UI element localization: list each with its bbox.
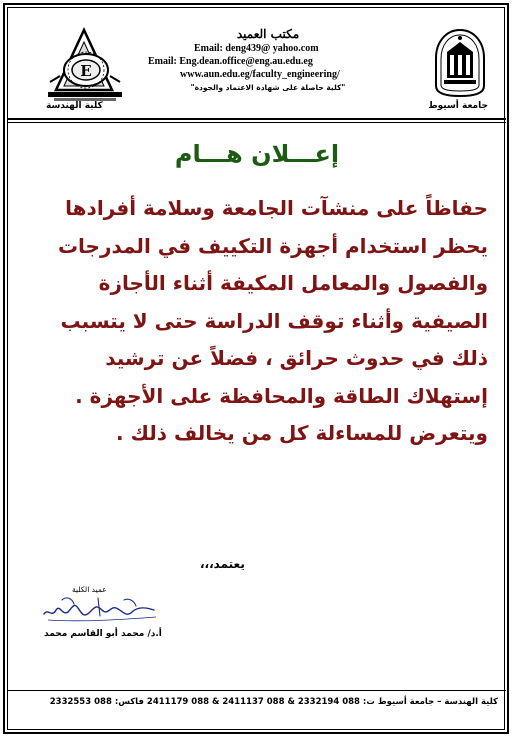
body-line: يحظر استخدام أجهزة التكييف في المدرجات bbox=[57, 233, 488, 258]
letterhead bbox=[8, 10, 506, 128]
announcement-body bbox=[20, 190, 488, 453]
announcement-headline: إعـــلان هـــام bbox=[174, 140, 340, 168]
body-line: ويتعرض للمساءلة كل من يخالف ذلك . bbox=[116, 421, 488, 445]
university-caption: جامعة أسيوط bbox=[428, 101, 488, 111]
website-url: www.aun.edu.eg/faculty_engineering/ bbox=[180, 69, 340, 80]
dean-office-title: مكتب العميد bbox=[236, 27, 300, 41]
header-divider-thick bbox=[8, 118, 506, 120]
header-divider-thin bbox=[8, 122, 506, 123]
footer-divider bbox=[8, 690, 506, 691]
email-line-2: Email: Eng.dean.office@eng.au.edu.eg bbox=[148, 56, 313, 67]
dean-label: عميد الكلية bbox=[72, 585, 107, 594]
handwritten-signature bbox=[38, 590, 160, 626]
faculty-caption: كلية الهندسة bbox=[46, 101, 103, 111]
footer-contact: كلية الهندسة – جامعة أسيوط ت: 088 2332194 & 088 2411137 & 088 2411179 فاكس: 088 2332553 bbox=[49, 697, 498, 707]
body-line: الصيفية وأثناء توقف الدراسة حتى لا يتسبب bbox=[60, 308, 488, 333]
closing-approval: يعتمد،،، bbox=[200, 557, 245, 571]
email-line-1: Email: deng439@ yahoo.com bbox=[194, 43, 319, 54]
body-line: إستهلاك الطاقة والمحافظة على الأجهزة . bbox=[75, 383, 488, 408]
engineering-faculty-logo bbox=[46, 24, 124, 104]
body-line: والفصول والمعامل المكيفة أثناء الأجازة bbox=[98, 271, 488, 295]
body-line: حفاظاً على منشآت الجامعة وسلامة أفرادها bbox=[65, 196, 488, 220]
assiut-university-logo bbox=[432, 28, 488, 98]
signer-name: أ.د/ محمد أبو القاسم محمد bbox=[44, 629, 162, 639]
accreditation-note: "كلية حاصلة على شهادة الاعتماد والجودة" bbox=[190, 83, 346, 92]
body-line: ذلك في حدوث حرائق ، فضلاً عن ترشيد bbox=[105, 346, 488, 370]
svg-text:E: E bbox=[80, 62, 92, 80]
